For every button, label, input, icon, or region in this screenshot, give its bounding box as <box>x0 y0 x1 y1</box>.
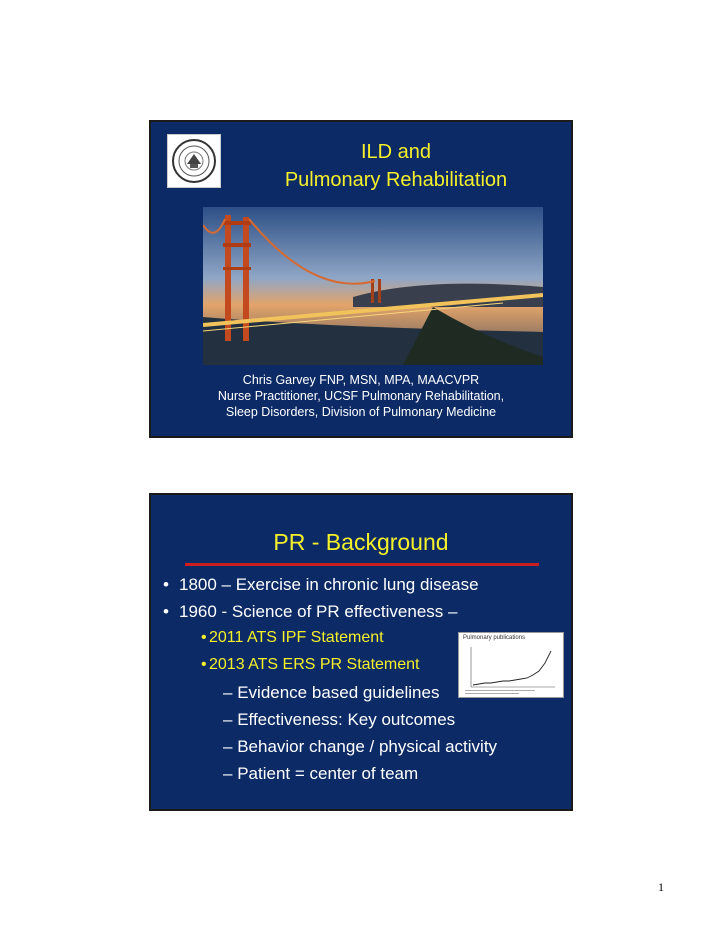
bullet-text: Evidence based guidelines <box>237 683 440 702</box>
bullet-item <box>163 575 479 595</box>
bullet-text: 1800 – Exercise in chronic lung disease <box>179 575 479 594</box>
credit-line: Sleep Disorders, Division of Pulmonary Medicine <box>225 405 497 419</box>
publications-chart-thumbnail <box>458 632 564 698</box>
bullet-marker: • <box>163 575 169 594</box>
university-seal-logo <box>167 134 221 188</box>
slide-1 <box>149 120 573 438</box>
bullet-item <box>163 602 457 622</box>
slide-1-title <box>221 138 571 194</box>
thumbnail-title: Pulmonary publications <box>463 635 526 641</box>
bullet-marker: – <box>223 710 233 729</box>
bullet-item <box>223 737 497 757</box>
title-line-2: Pulmonary Rehabilitation <box>284 169 508 191</box>
slide-2 <box>149 493 573 811</box>
bullet-marker: – <box>223 683 233 702</box>
bullet-marker: • <box>163 602 169 621</box>
bullet-marker: • <box>201 629 207 646</box>
bullet-item <box>201 656 419 674</box>
bullet-marker: • <box>201 656 207 673</box>
bullet-item <box>223 683 439 703</box>
bullet-item <box>223 764 418 784</box>
presenter-credits <box>151 372 571 420</box>
credit-line: Chris Garvey FNP, MSN, MPA, MAACVPR <box>242 373 480 387</box>
bullet-text: Patient = center of team <box>237 764 419 783</box>
bullet-marker: – <box>223 737 233 756</box>
bullet-text: 1960 - Science of PR effectiveness – <box>179 602 458 621</box>
bullet-item <box>223 710 455 730</box>
title-underline <box>185 563 539 566</box>
bullet-text: 2013 ATS ERS PR Statement <box>209 656 420 673</box>
title-line-1: ILD and <box>360 141 432 163</box>
bullet-text: Effectiveness: Key outcomes <box>237 710 456 729</box>
slide-2-title: PR - Background <box>273 529 449 555</box>
bullet-marker: – <box>223 764 233 783</box>
credit-line: Nurse Practitioner, UCSF Pulmonary Rehabilitation, <box>217 389 505 403</box>
bullet-item <box>201 629 384 647</box>
golden-gate-bridge-photo <box>203 207 543 365</box>
bullet-text: Behavior change / physical activity <box>237 737 498 756</box>
bullet-text: 2011 ATS IPF Statement <box>209 629 384 646</box>
page-number: 1 <box>658 880 664 894</box>
